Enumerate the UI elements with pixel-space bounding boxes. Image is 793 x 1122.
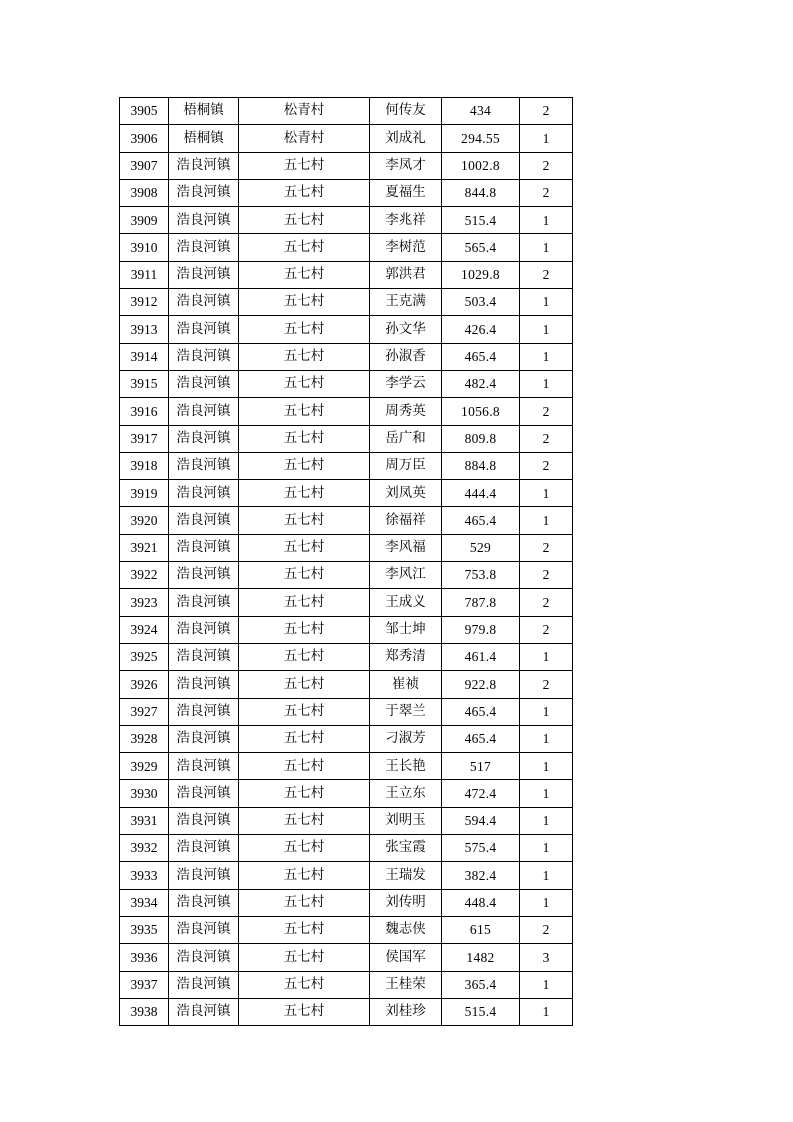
cell-town: 浩良河镇 bbox=[169, 671, 239, 698]
cell-person-name: 郑秀清 bbox=[370, 643, 442, 670]
cell-person-name: 夏福生 bbox=[370, 179, 442, 206]
cell-town: 浩良河镇 bbox=[169, 862, 239, 889]
cell-count: 2 bbox=[520, 616, 573, 643]
cell-count: 2 bbox=[520, 534, 573, 561]
cell-town: 浩良河镇 bbox=[169, 807, 239, 834]
cell-amount: 434 bbox=[442, 98, 520, 125]
cell-person-name: 周万臣 bbox=[370, 452, 442, 479]
cell-person-name: 王桂荣 bbox=[370, 971, 442, 998]
cell-count: 1 bbox=[520, 207, 573, 234]
cell-person-name: 刁淑芳 bbox=[370, 725, 442, 752]
cell-village: 五七村 bbox=[239, 998, 370, 1025]
cell-person-name: 王瑞发 bbox=[370, 862, 442, 889]
cell-town: 浩良河镇 bbox=[169, 589, 239, 616]
cell-amount: 753.8 bbox=[442, 562, 520, 589]
table-row bbox=[120, 425, 573, 452]
table-row bbox=[120, 616, 573, 643]
cell-seq-number: 3923 bbox=[120, 589, 169, 616]
cell-seq-number: 3905 bbox=[120, 98, 169, 125]
cell-count: 2 bbox=[520, 589, 573, 616]
table-row bbox=[120, 698, 573, 725]
cell-amount: 1029.8 bbox=[442, 261, 520, 288]
table-row bbox=[120, 98, 573, 125]
cell-seq-number: 3924 bbox=[120, 616, 169, 643]
cell-person-name: 孙文华 bbox=[370, 316, 442, 343]
cell-village: 五七村 bbox=[239, 370, 370, 397]
cell-person-name: 刘桂珍 bbox=[370, 998, 442, 1025]
cell-person-name: 李凤才 bbox=[370, 152, 442, 179]
cell-town: 浩良河镇 bbox=[169, 643, 239, 670]
table-row bbox=[120, 452, 573, 479]
cell-village: 五七村 bbox=[239, 671, 370, 698]
cell-town: 浩良河镇 bbox=[169, 998, 239, 1025]
cell-seq-number: 3927 bbox=[120, 698, 169, 725]
cell-town: 浩良河镇 bbox=[169, 725, 239, 752]
table-row bbox=[120, 370, 573, 397]
cell-person-name: 于翠兰 bbox=[370, 698, 442, 725]
cell-person-name: 孙淑香 bbox=[370, 343, 442, 370]
cell-count: 2 bbox=[520, 152, 573, 179]
cell-count: 1 bbox=[520, 698, 573, 725]
cell-person-name: 周秀英 bbox=[370, 398, 442, 425]
table-row bbox=[120, 207, 573, 234]
cell-town: 浩良河镇 bbox=[169, 343, 239, 370]
cell-town: 浩良河镇 bbox=[169, 916, 239, 943]
cell-count: 1 bbox=[520, 370, 573, 397]
cell-count: 1 bbox=[520, 998, 573, 1025]
table-row bbox=[120, 971, 573, 998]
cell-amount: 922.8 bbox=[442, 671, 520, 698]
cell-person-name: 李学云 bbox=[370, 370, 442, 397]
cell-seq-number: 3930 bbox=[120, 780, 169, 807]
cell-seq-number: 3914 bbox=[120, 343, 169, 370]
cell-town: 浩良河镇 bbox=[169, 452, 239, 479]
table-row bbox=[120, 480, 573, 507]
cell-village: 五七村 bbox=[239, 698, 370, 725]
cell-village: 五七村 bbox=[239, 507, 370, 534]
cell-count: 1 bbox=[520, 889, 573, 916]
cell-town: 浩良河镇 bbox=[169, 207, 239, 234]
cell-count: 2 bbox=[520, 452, 573, 479]
cell-town: 浩良河镇 bbox=[169, 316, 239, 343]
cell-seq-number: 3929 bbox=[120, 753, 169, 780]
cell-amount: 382.4 bbox=[442, 862, 520, 889]
roster-table bbox=[119, 97, 573, 1026]
cell-person-name: 李风福 bbox=[370, 534, 442, 561]
cell-count: 2 bbox=[520, 179, 573, 206]
cell-person-name: 李树范 bbox=[370, 234, 442, 261]
cell-count: 1 bbox=[520, 289, 573, 316]
cell-person-name: 岳广和 bbox=[370, 425, 442, 452]
cell-town: 浩良河镇 bbox=[169, 179, 239, 206]
cell-seq-number: 3928 bbox=[120, 725, 169, 752]
cell-village: 五七村 bbox=[239, 452, 370, 479]
cell-village: 五七村 bbox=[239, 835, 370, 862]
table-row bbox=[120, 316, 573, 343]
cell-town: 浩良河镇 bbox=[169, 261, 239, 288]
cell-village: 五七村 bbox=[239, 589, 370, 616]
cell-village: 五七村 bbox=[239, 643, 370, 670]
table-row bbox=[120, 562, 573, 589]
cell-count: 1 bbox=[520, 234, 573, 261]
cell-person-name: 何传友 bbox=[370, 98, 442, 125]
cell-seq-number: 3937 bbox=[120, 971, 169, 998]
cell-person-name: 王立东 bbox=[370, 780, 442, 807]
cell-amount: 1002.8 bbox=[442, 152, 520, 179]
cell-person-name: 刘凤英 bbox=[370, 480, 442, 507]
table-row bbox=[120, 179, 573, 206]
cell-count: 1 bbox=[520, 780, 573, 807]
cell-count: 1 bbox=[520, 835, 573, 862]
cell-seq-number: 3938 bbox=[120, 998, 169, 1025]
cell-amount: 472.4 bbox=[442, 780, 520, 807]
table-row bbox=[120, 289, 573, 316]
cell-seq-number: 3932 bbox=[120, 835, 169, 862]
cell-count: 2 bbox=[520, 671, 573, 698]
table-row bbox=[120, 261, 573, 288]
cell-village: 五七村 bbox=[239, 807, 370, 834]
cell-amount: 615 bbox=[442, 916, 520, 943]
cell-village: 五七村 bbox=[239, 152, 370, 179]
table-row bbox=[120, 152, 573, 179]
cell-seq-number: 3921 bbox=[120, 534, 169, 561]
cell-amount: 461.4 bbox=[442, 643, 520, 670]
cell-amount: 517 bbox=[442, 753, 520, 780]
table-row bbox=[120, 862, 573, 889]
cell-town: 浩良河镇 bbox=[169, 698, 239, 725]
cell-amount: 515.4 bbox=[442, 998, 520, 1025]
cell-village: 松青村 bbox=[239, 125, 370, 152]
table-row bbox=[120, 125, 573, 152]
cell-person-name: 王克满 bbox=[370, 289, 442, 316]
table-row bbox=[120, 343, 573, 370]
table-row bbox=[120, 643, 573, 670]
cell-amount: 884.8 bbox=[442, 452, 520, 479]
cell-amount: 294.55 bbox=[442, 125, 520, 152]
roster-table-body bbox=[120, 98, 573, 1026]
cell-town: 浩良河镇 bbox=[169, 425, 239, 452]
cell-seq-number: 3916 bbox=[120, 398, 169, 425]
cell-person-name: 邹士坤 bbox=[370, 616, 442, 643]
cell-town: 浩良河镇 bbox=[169, 480, 239, 507]
cell-count: 1 bbox=[520, 507, 573, 534]
cell-village: 五七村 bbox=[239, 480, 370, 507]
cell-person-name: 王成义 bbox=[370, 589, 442, 616]
table-row bbox=[120, 725, 573, 752]
cell-amount: 809.8 bbox=[442, 425, 520, 452]
cell-count: 1 bbox=[520, 643, 573, 670]
cell-person-name: 崔祯 bbox=[370, 671, 442, 698]
cell-village: 松青村 bbox=[239, 98, 370, 125]
table-row bbox=[120, 589, 573, 616]
cell-town: 浩良河镇 bbox=[169, 289, 239, 316]
table-row bbox=[120, 671, 573, 698]
cell-town: 浩良河镇 bbox=[169, 889, 239, 916]
cell-village: 五七村 bbox=[239, 534, 370, 561]
cell-seq-number: 3933 bbox=[120, 862, 169, 889]
cell-village: 五七村 bbox=[239, 753, 370, 780]
cell-count: 1 bbox=[520, 343, 573, 370]
cell-seq-number: 3917 bbox=[120, 425, 169, 452]
cell-town: 浩良河镇 bbox=[169, 971, 239, 998]
cell-seq-number: 3912 bbox=[120, 289, 169, 316]
cell-amount: 594.4 bbox=[442, 807, 520, 834]
cell-village: 五七村 bbox=[239, 398, 370, 425]
cell-seq-number: 3918 bbox=[120, 452, 169, 479]
cell-person-name: 李兆祥 bbox=[370, 207, 442, 234]
table-row bbox=[120, 835, 573, 862]
table-row bbox=[120, 753, 573, 780]
cell-town: 浩良河镇 bbox=[169, 562, 239, 589]
cell-seq-number: 3913 bbox=[120, 316, 169, 343]
cell-amount: 787.8 bbox=[442, 589, 520, 616]
cell-person-name: 王长艳 bbox=[370, 753, 442, 780]
cell-person-name: 侯国军 bbox=[370, 944, 442, 971]
cell-amount: 515.4 bbox=[442, 207, 520, 234]
cell-village: 五七村 bbox=[239, 207, 370, 234]
cell-village: 五七村 bbox=[239, 616, 370, 643]
cell-town: 浩良河镇 bbox=[169, 152, 239, 179]
cell-village: 五七村 bbox=[239, 725, 370, 752]
cell-village: 五七村 bbox=[239, 780, 370, 807]
table-row bbox=[120, 234, 573, 261]
cell-count: 2 bbox=[520, 425, 573, 452]
table-row bbox=[120, 534, 573, 561]
cell-amount: 448.4 bbox=[442, 889, 520, 916]
cell-seq-number: 3935 bbox=[120, 916, 169, 943]
cell-person-name: 刘明玉 bbox=[370, 807, 442, 834]
cell-amount: 844.8 bbox=[442, 179, 520, 206]
cell-person-name: 李风江 bbox=[370, 562, 442, 589]
cell-seq-number: 3920 bbox=[120, 507, 169, 534]
cell-amount: 365.4 bbox=[442, 971, 520, 998]
cell-seq-number: 3909 bbox=[120, 207, 169, 234]
cell-village: 五七村 bbox=[239, 289, 370, 316]
cell-person-name: 刘传明 bbox=[370, 889, 442, 916]
cell-village: 五七村 bbox=[239, 261, 370, 288]
cell-seq-number: 3936 bbox=[120, 944, 169, 971]
cell-town: 浩良河镇 bbox=[169, 507, 239, 534]
cell-town: 梧桐镇 bbox=[169, 125, 239, 152]
cell-count: 2 bbox=[520, 261, 573, 288]
table-row bbox=[120, 507, 573, 534]
cell-amount: 465.4 bbox=[442, 343, 520, 370]
cell-person-name: 魏志侠 bbox=[370, 916, 442, 943]
cell-town: 浩良河镇 bbox=[169, 944, 239, 971]
cell-seq-number: 3919 bbox=[120, 480, 169, 507]
cell-person-name: 刘成礼 bbox=[370, 125, 442, 152]
cell-town: 浩良河镇 bbox=[169, 534, 239, 561]
cell-village: 五七村 bbox=[239, 971, 370, 998]
table-row bbox=[120, 944, 573, 971]
cell-amount: 444.4 bbox=[442, 480, 520, 507]
cell-town: 梧桐镇 bbox=[169, 98, 239, 125]
cell-amount: 465.4 bbox=[442, 725, 520, 752]
cell-amount: 1056.8 bbox=[442, 398, 520, 425]
cell-count: 1 bbox=[520, 725, 573, 752]
cell-seq-number: 3926 bbox=[120, 671, 169, 698]
cell-town: 浩良河镇 bbox=[169, 370, 239, 397]
cell-count: 1 bbox=[520, 753, 573, 780]
cell-village: 五七村 bbox=[239, 316, 370, 343]
cell-count: 3 bbox=[520, 944, 573, 971]
cell-count: 1 bbox=[520, 125, 573, 152]
cell-seq-number: 3915 bbox=[120, 370, 169, 397]
cell-town: 浩良河镇 bbox=[169, 780, 239, 807]
cell-village: 五七村 bbox=[239, 179, 370, 206]
cell-count: 1 bbox=[520, 807, 573, 834]
cell-amount: 426.4 bbox=[442, 316, 520, 343]
cell-person-name: 郭洪君 bbox=[370, 261, 442, 288]
cell-amount: 503.4 bbox=[442, 289, 520, 316]
cell-count: 2 bbox=[520, 916, 573, 943]
cell-village: 五七村 bbox=[239, 425, 370, 452]
cell-town: 浩良河镇 bbox=[169, 398, 239, 425]
cell-count: 1 bbox=[520, 862, 573, 889]
cell-seq-number: 3925 bbox=[120, 643, 169, 670]
cell-amount: 465.4 bbox=[442, 507, 520, 534]
table-row bbox=[120, 916, 573, 943]
cell-town: 浩良河镇 bbox=[169, 616, 239, 643]
cell-seq-number: 3907 bbox=[120, 152, 169, 179]
cell-village: 五七村 bbox=[239, 916, 370, 943]
cell-person-name: 徐福祥 bbox=[370, 507, 442, 534]
cell-count: 1 bbox=[520, 316, 573, 343]
cell-village: 五七村 bbox=[239, 944, 370, 971]
cell-town: 浩良河镇 bbox=[169, 753, 239, 780]
cell-amount: 465.4 bbox=[442, 698, 520, 725]
cell-count: 1 bbox=[520, 480, 573, 507]
table-row bbox=[120, 780, 573, 807]
cell-count: 2 bbox=[520, 398, 573, 425]
cell-amount: 565.4 bbox=[442, 234, 520, 261]
cell-village: 五七村 bbox=[239, 562, 370, 589]
cell-person-name: 张宝霞 bbox=[370, 835, 442, 862]
table-row bbox=[120, 889, 573, 916]
cell-seq-number: 3934 bbox=[120, 889, 169, 916]
cell-village: 五七村 bbox=[239, 862, 370, 889]
table-row bbox=[120, 398, 573, 425]
cell-count: 2 bbox=[520, 98, 573, 125]
cell-seq-number: 3908 bbox=[120, 179, 169, 206]
cell-seq-number: 3922 bbox=[120, 562, 169, 589]
cell-seq-number: 3911 bbox=[120, 261, 169, 288]
cell-seq-number: 3906 bbox=[120, 125, 169, 152]
cell-amount: 575.4 bbox=[442, 835, 520, 862]
cell-amount: 1482 bbox=[442, 944, 520, 971]
cell-count: 1 bbox=[520, 971, 573, 998]
cell-village: 五七村 bbox=[239, 234, 370, 261]
cell-amount: 529 bbox=[442, 534, 520, 561]
cell-village: 五七村 bbox=[239, 343, 370, 370]
cell-town: 浩良河镇 bbox=[169, 835, 239, 862]
cell-seq-number: 3931 bbox=[120, 807, 169, 834]
cell-town: 浩良河镇 bbox=[169, 234, 239, 261]
table-row bbox=[120, 998, 573, 1025]
cell-count: 2 bbox=[520, 562, 573, 589]
cell-amount: 979.8 bbox=[442, 616, 520, 643]
cell-village: 五七村 bbox=[239, 889, 370, 916]
table-row bbox=[120, 807, 573, 834]
cell-amount: 482.4 bbox=[442, 370, 520, 397]
cell-seq-number: 3910 bbox=[120, 234, 169, 261]
